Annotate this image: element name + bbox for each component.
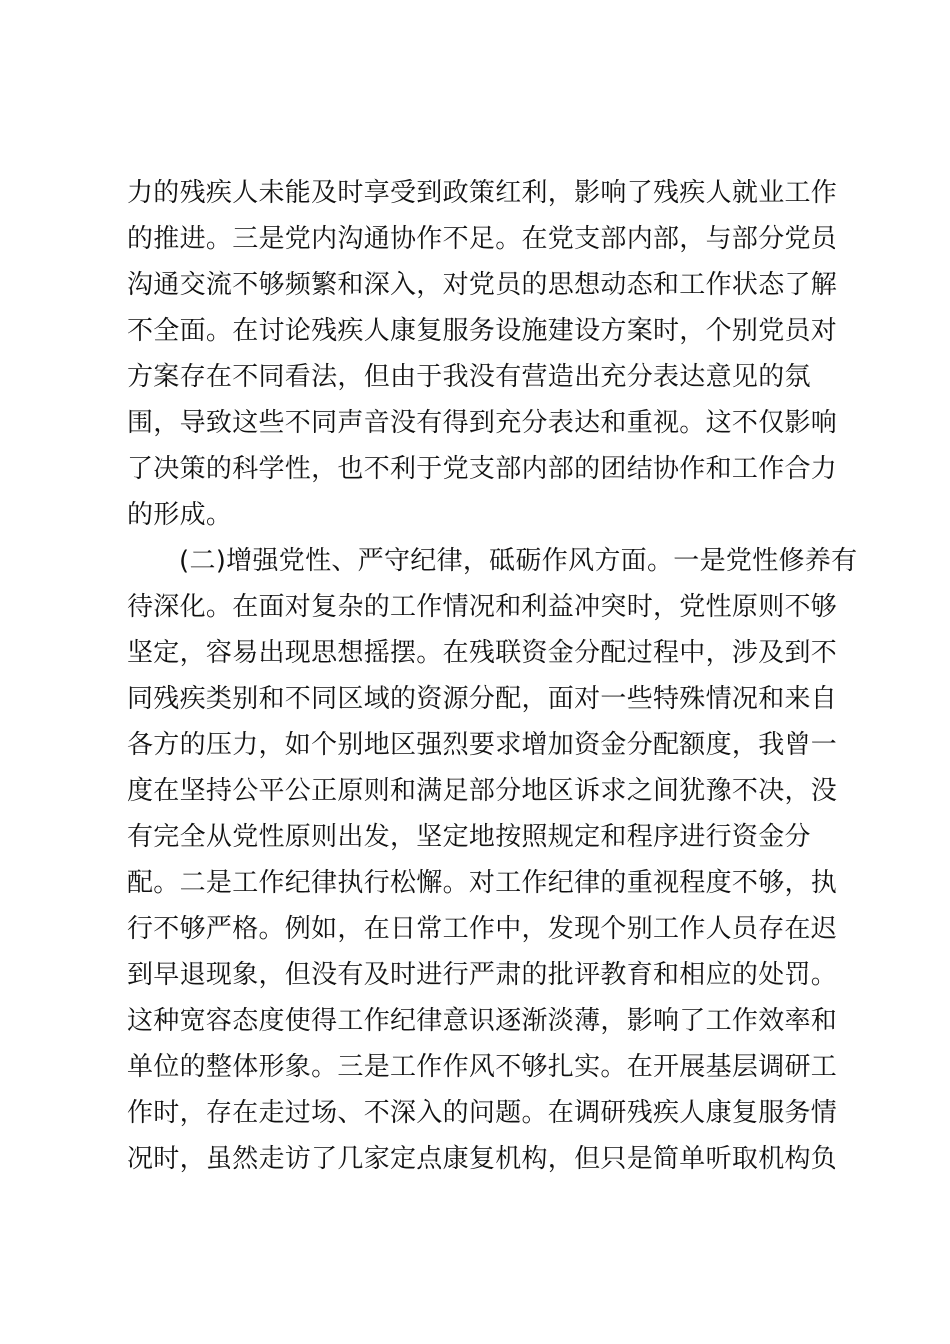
text-line: 行不够严格。例如，在日常工作中，发现个别工作人员存在迟 — [127, 914, 838, 944]
text-line: 待深化。在面对复杂的工作情况和利益冲突时，党性原则不够 — [127, 592, 838, 622]
text-line: 况时，虽然走访了几家定点康复机构，但只是简单听取机构负 — [127, 1144, 838, 1174]
text-line: 围，导致这些不同声音没有得到充分表达和重视。这不仅影响 — [127, 408, 838, 438]
text-line: 坚定，容易出现思想摇摆。在残联资金分配过程中，涉及到不 — [127, 638, 838, 668]
text-line: 配。二是工作纪律执行松懈。对工作纪律的重视程度不够，执 — [127, 868, 838, 898]
text-line: 度在坚持公平公正原则和满足部分地区诉求之间犹豫不决，没 — [127, 776, 838, 806]
text-line: 到早退现象，但没有及时进行严肃的批评教育和相应的处罚。 — [127, 960, 838, 990]
text-line: 力的残疾人未能及时享受到政策红利，影响了残疾人就业工作 — [127, 178, 838, 208]
text-line: 方案存在不同看法，但由于我没有营造出充分表达意见的氛 — [127, 362, 811, 392]
text-line: 有完全从党性原则出发，坚定地按照规定和程序进行资金分 — [127, 822, 811, 852]
text-line: 的形成。 — [127, 500, 233, 530]
section-heading-line: (二)增强党性、严守纪律，砥砺作风方面。一是党性修养有 — [179, 546, 858, 576]
text-line: 同残疾类别和不同区域的资源分配，面对一些特殊情况和来自 — [127, 684, 838, 714]
text-line: 的推进。三是党内沟通协作不足。在党支部内部，与部分党员 — [127, 224, 838, 254]
text-line: 这种宽容态度使得工作纪律意识逐渐淡薄，影响了工作效率和 — [127, 1006, 838, 1036]
text-line: 了决策的科学性，也不利于党支部内部的团结协作和工作合力 — [127, 454, 838, 484]
text-line: 不全面。在讨论残疾人康复服务设施建设方案时，个别党员对 — [127, 316, 838, 346]
text-line: 作时，存在走过场、不深入的问题。在调研残疾人康复服务情 — [127, 1098, 838, 1128]
text-line: 各方的压力，如个别地区强烈要求增加资金分配额度，我曾一 — [127, 730, 838, 760]
text-line: 沟通交流不够频繁和深入，对党员的思想动态和工作状态了解 — [127, 270, 838, 300]
text-line: 单位的整体形象。三是工作作风不够扎实。在开展基层调研工 — [127, 1052, 838, 1082]
